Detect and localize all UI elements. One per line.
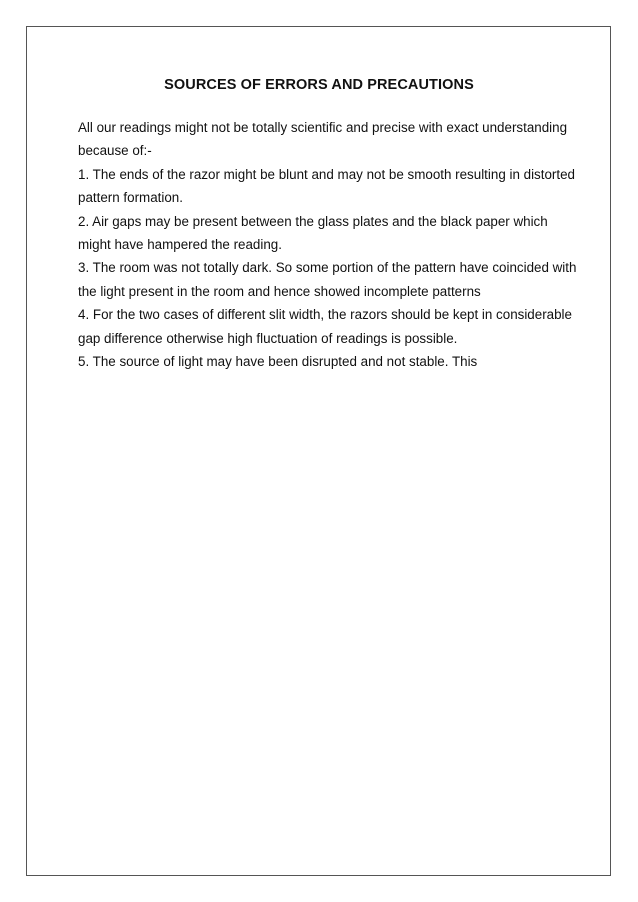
text-line: 2. Air gaps may be present between the glass plates and the black paper which [78,213,548,229]
text-line: because of:- [78,143,152,159]
text-line: 3. The room was not totally dark. So some portion of the pattern have coincided with [78,260,577,276]
text-line: 5. The source of light may have been disrupted and not stable. This [78,354,478,370]
body-text [78,116,578,373]
text-line: gap difference otherwise high fluctuation of readings is possible. [78,330,458,346]
text-line: pattern formation. [78,190,183,206]
text-line: All our readings might not be totally scientific and precise with exact understanding [78,120,568,135]
text-line: 1. The ends of the razor might be blunt and may not be smooth resulting in distorted [78,166,575,182]
text-line: might have hampered the reading. [78,237,282,253]
text-line: the light present in the room and hence showed incomplete patterns [78,283,481,299]
text-line: 4. For the two cases of different slit width, the razors should be kept in considerable [78,307,572,323]
page-title: SOURCES OF ERRORS AND PRECAUTIONS [164,77,474,93]
